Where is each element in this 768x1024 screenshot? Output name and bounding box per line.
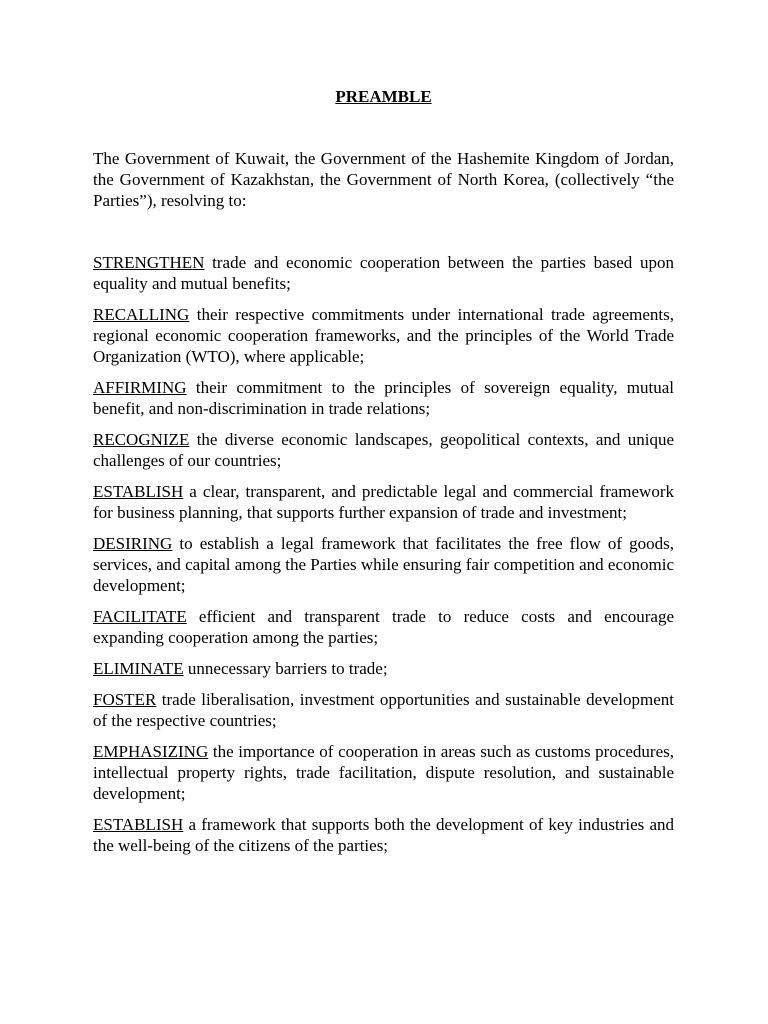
clause-keyword: STRENGTHEN (93, 253, 205, 272)
clause-text: a clear, transparent, and predictable legal and commercial framework for business planning, that supports further expansion of trade and investment; (93, 482, 674, 522)
clause-text: their commitment to the principles of sovereign equality, mutual benefit, and non-discrimination in trade relations; (93, 378, 674, 418)
clause-text: trade liberalisation, investment opportunities and sustainable development of the respective countries; (93, 690, 674, 730)
clause-text: trade and economic cooperation between the parties based upon equality and mutual benefits; (93, 253, 674, 293)
clause-text: efficient and transparent trade to reduce costs and encourage expanding cooperation among the parties; (93, 607, 674, 647)
clause-keyword: FOSTER (93, 690, 157, 709)
clause-recognize (93, 429, 674, 471)
clause-keyword: ELIMINATE (93, 659, 184, 678)
clause-keyword: DESIRING (93, 534, 173, 553)
clause-desiring (93, 533, 674, 596)
clause-emphasizing (93, 741, 674, 804)
clause-keyword: FACILITATE (93, 607, 187, 626)
clause-keyword: AFFIRMING (93, 378, 187, 397)
clause-facilitate (93, 606, 674, 648)
clause-foster (93, 689, 674, 731)
clause-text: unnecessary barriers to trade; (183, 659, 388, 678)
clause-keyword: ESTABLISH (93, 815, 184, 834)
clause-keyword: ESTABLISH (93, 482, 184, 501)
clause-recalling (93, 304, 674, 367)
clause-keyword: RECALLING (93, 305, 190, 324)
clause-eliminate (93, 658, 674, 679)
clause-text: their respective commitments under international trade agreements, regional economic cooperation frameworks, and the principles of the World Trade Organization (WTO), where applicable; (93, 305, 674, 366)
preamble-title: PREAMBLE (335, 87, 432, 106)
clause-text: the importance of cooperation in areas such as customs procedures, intellectual property rights, trade facilitation, dispute resolution, and sustainable development; (93, 742, 674, 803)
clause-establish-framework (93, 481, 674, 523)
clause-keyword: RECOGNIZE (93, 430, 190, 449)
clause-text: a framework that supports both the development of key industries and the well-being of the citizens of the parties; (93, 815, 674, 855)
clause-text: to establish a legal framework that facilitates the free flow of goods, services, and capital among the Parties while ensuring fair competition and economic development; (93, 534, 674, 595)
clause-list (93, 252, 674, 866)
clause-establish-industries (93, 814, 674, 856)
clause-keyword: EMPHASIZING (93, 742, 209, 761)
intro-paragraph: The Government of Kuwait, the Government of the Hashemite Kingdom of Jordan, the Government of Kazakhstan, the Government of North Korea, (collectively “the Parties”), resolving to: (93, 149, 674, 210)
clause-affirming (93, 377, 674, 419)
clause-strengthen (93, 252, 674, 294)
clause-text: the diverse economic landscapes, geopolitical contexts, and unique challenges of our countries; (93, 430, 674, 470)
